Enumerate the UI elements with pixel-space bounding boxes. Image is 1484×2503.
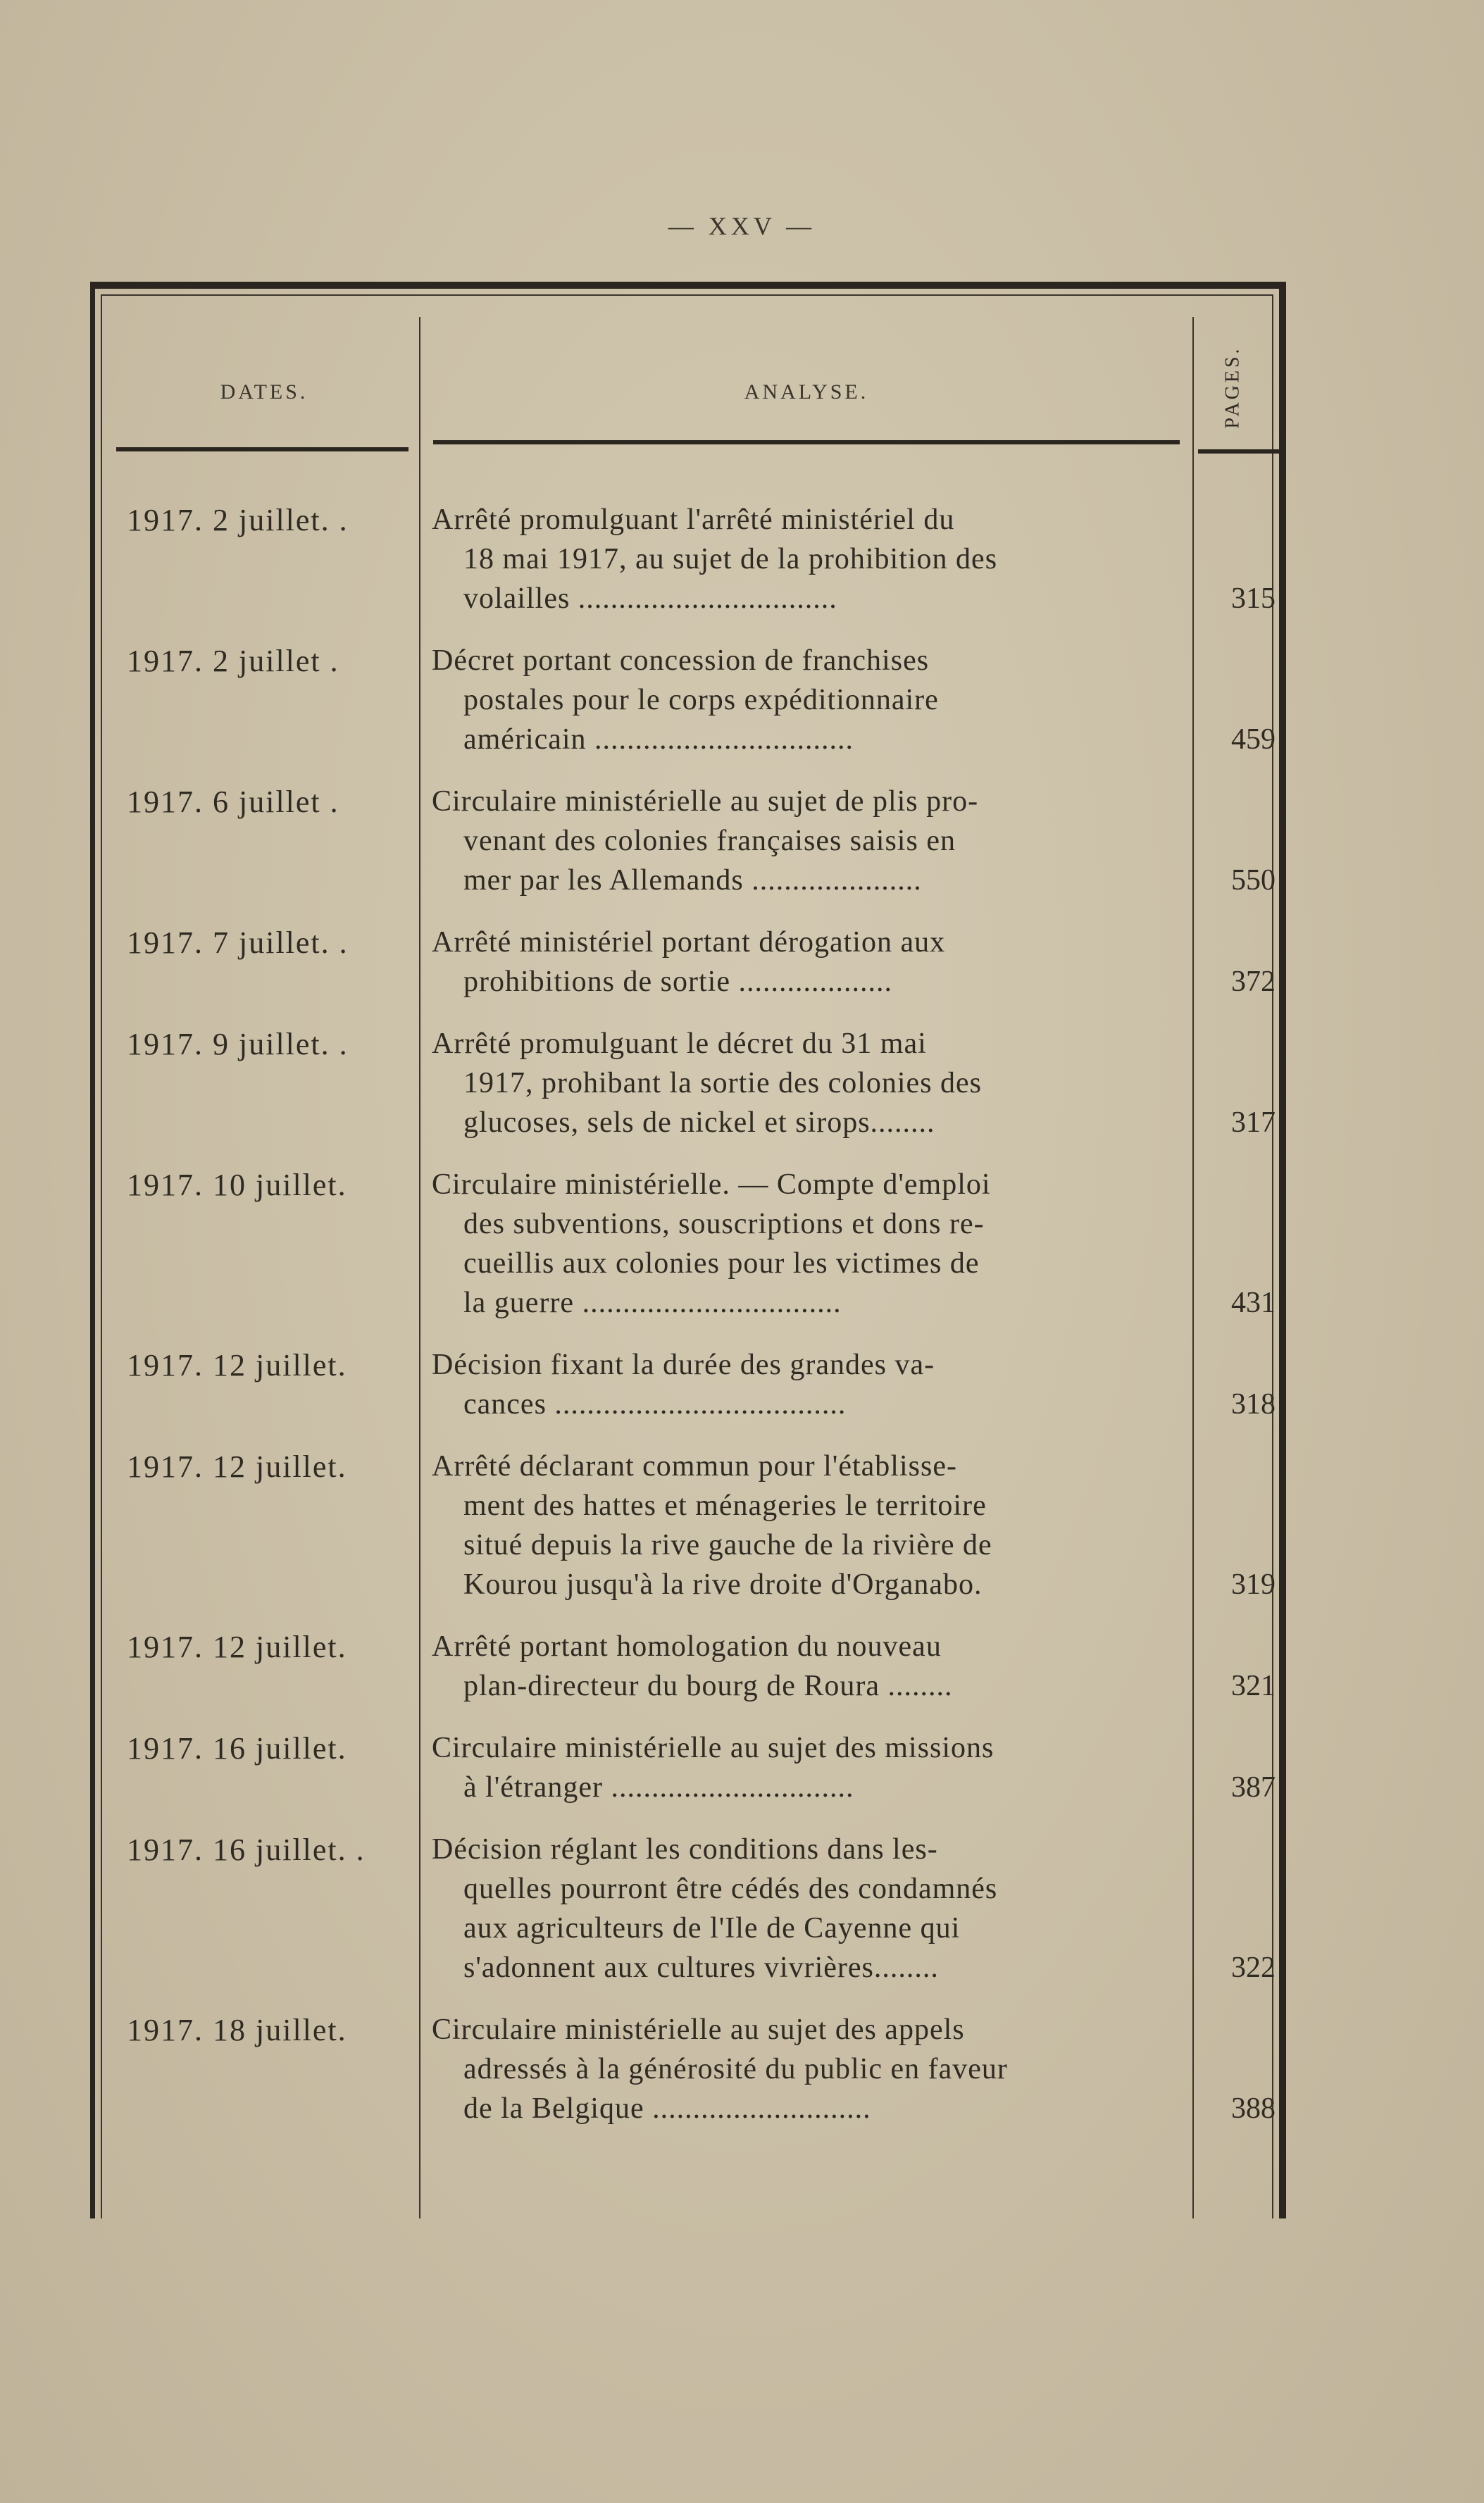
entry-analysis	[432, 1345, 1180, 1424]
analysis-line: Arrêté portant homologation du nouveau	[432, 1630, 942, 1663]
column-header-dates: DATES.	[220, 380, 308, 404]
analysis-line: Kourou jusqu'à la rive droite d'Organabo.	[463, 1568, 983, 1601]
entry-analysis	[432, 923, 1180, 1001]
entry-page-number: 387	[1231, 1771, 1276, 1804]
column-divider	[1192, 317, 1194, 2218]
analysis-line: Décision réglant les conditions dans les-	[432, 1833, 938, 1866]
analysis-line: Arrêté promulguant le décret du 31 mai	[432, 1028, 927, 1060]
entry-page-number: 322	[1231, 1952, 1276, 1984]
entry-analysis	[432, 1728, 1180, 1807]
column-header-pages-label: PAGES.	[1222, 346, 1244, 429]
entry-date: 1917. 12 juillet.	[127, 1630, 347, 1664]
analysis-line: s'adonnent aux cultures vivrières........	[463, 1952, 939, 1984]
analysis-line: Circulaire ministérielle au sujet de plis pro-	[432, 785, 979, 818]
entry-date: 1917. 6 juillet .	[127, 785, 339, 819]
entry-analysis	[432, 1627, 1180, 1706]
entry-date: 1917. 9 juillet. .	[127, 1027, 349, 1061]
entry-analysis	[432, 2010, 1180, 2128]
entry-analysis	[432, 1447, 1180, 1604]
entry-page-number: 388	[1231, 2092, 1276, 2125]
entry-page-number: 319	[1231, 1568, 1276, 1601]
entry-date: 1917. 2 juillet .	[127, 644, 339, 678]
entry-date: 1917. 12 juillet.	[127, 1348, 347, 1382]
analysis-line: Circulaire ministérielle au sujet des appels	[432, 2014, 965, 2046]
entry-page-number: 372	[1231, 966, 1276, 998]
entry-date: 1917. 7 juillet. .	[127, 925, 349, 960]
analysis-line: des subventions, souscriptions et dons re-	[463, 1208, 985, 1240]
analysis-line: adressés à la générosité du public en faveur	[463, 2053, 1008, 2085]
analysis-line: 1917, prohibant la sortie des colonies des	[463, 1067, 983, 1099]
analysis-line: ment des hattes et ménageries le territoire	[463, 1490, 987, 1522]
header-rule	[116, 447, 409, 451]
entry-analysis	[432, 500, 1180, 618]
entry-analysis	[432, 782, 1180, 900]
entry-date: 1917. 12 juillet.	[127, 1449, 347, 1484]
analysis-line: Circulaire ministérielle. — Compte d'emploi	[432, 1168, 991, 1201]
header-rule	[433, 440, 1180, 444]
entry-page-number: 431	[1231, 1287, 1276, 1319]
column-header-analyse: ANALYSE.	[744, 380, 869, 404]
analysis-line: Arrêté promulguant l'arrêté ministériel du	[432, 504, 955, 536]
entry-page-number: 550	[1231, 864, 1276, 897]
analysis-line: Circulaire ministérielle au sujet des missions	[432, 1732, 994, 1764]
entry-date: 1917. 2 juillet. .	[127, 503, 349, 537]
analysis-line: Arrêté déclarant commun pour l'établisse-	[432, 1450, 957, 1483]
analysis-line: mer par les Allemands .....................	[463, 864, 922, 897]
analysis-line: Décision fixant la durée des grandes va-	[432, 1349, 935, 1381]
entry-page-number: 315	[1231, 582, 1276, 615]
analysis-line: cueillis aux colonies pour les victimes de	[463, 1247, 980, 1280]
analysis-line: quelles pourront être cédés des condamnés	[463, 1873, 998, 1905]
entry-analysis	[432, 1830, 1180, 1987]
entry-analysis	[432, 1165, 1180, 1323]
analysis-line: Décret portant concession de franchises	[432, 644, 930, 677]
header-rule	[1198, 449, 1283, 454]
analysis-line: venant des colonies françaises saisis en	[463, 825, 956, 857]
page-number: — XXV —	[668, 212, 816, 240]
column-header-pages	[1198, 331, 1268, 444]
analysis-line: postales pour le corps expéditionnaire	[463, 684, 939, 716]
entry-date: 1917. 16 juillet. .	[127, 1833, 366, 1867]
analysis-line: plan-directeur du bourg de Roura ........	[463, 1670, 953, 1702]
entry-page-number: 321	[1231, 1670, 1276, 1702]
analysis-line: de la Belgique ...........................	[463, 2092, 871, 2125]
entry-page-number: 317	[1231, 1106, 1276, 1139]
analysis-line: Arrêté ministériel portant dérogation aux	[432, 926, 946, 959]
entry-page-number: 318	[1231, 1388, 1276, 1421]
analysis-line: aux agriculteurs de l'Ile de Cayenne qui	[463, 1912, 961, 1945]
analysis-line: américain ................................	[463, 723, 854, 756]
analysis-line: 18 mai 1917, au sujet de la prohibition des	[463, 543, 998, 575]
analysis-line: la guerre ................................	[463, 1287, 842, 1319]
entry-date: 1917. 16 juillet.	[127, 1731, 347, 1766]
column-divider	[419, 317, 420, 2218]
entry-date: 1917. 18 juillet.	[127, 2013, 347, 2047]
analysis-line: cances ....................................	[463, 1388, 847, 1421]
entry-analysis	[432, 1024, 1180, 1142]
analysis-line: glucoses, sels de nickel et sirops........	[463, 1106, 935, 1139]
analysis-line: volailles ................................	[463, 582, 837, 615]
analysis-line: situé depuis la rive gauche de la rivière de	[463, 1529, 992, 1561]
index-table	[90, 282, 1286, 2218]
entry-analysis	[432, 641, 1180, 759]
entry-date: 1917. 10 juillet.	[127, 1168, 347, 1202]
analysis-line: à l'étranger ..............................	[463, 1771, 854, 1804]
entry-page-number: 459	[1231, 723, 1276, 756]
analysis-line: prohibitions de sortie ...................	[463, 966, 892, 998]
